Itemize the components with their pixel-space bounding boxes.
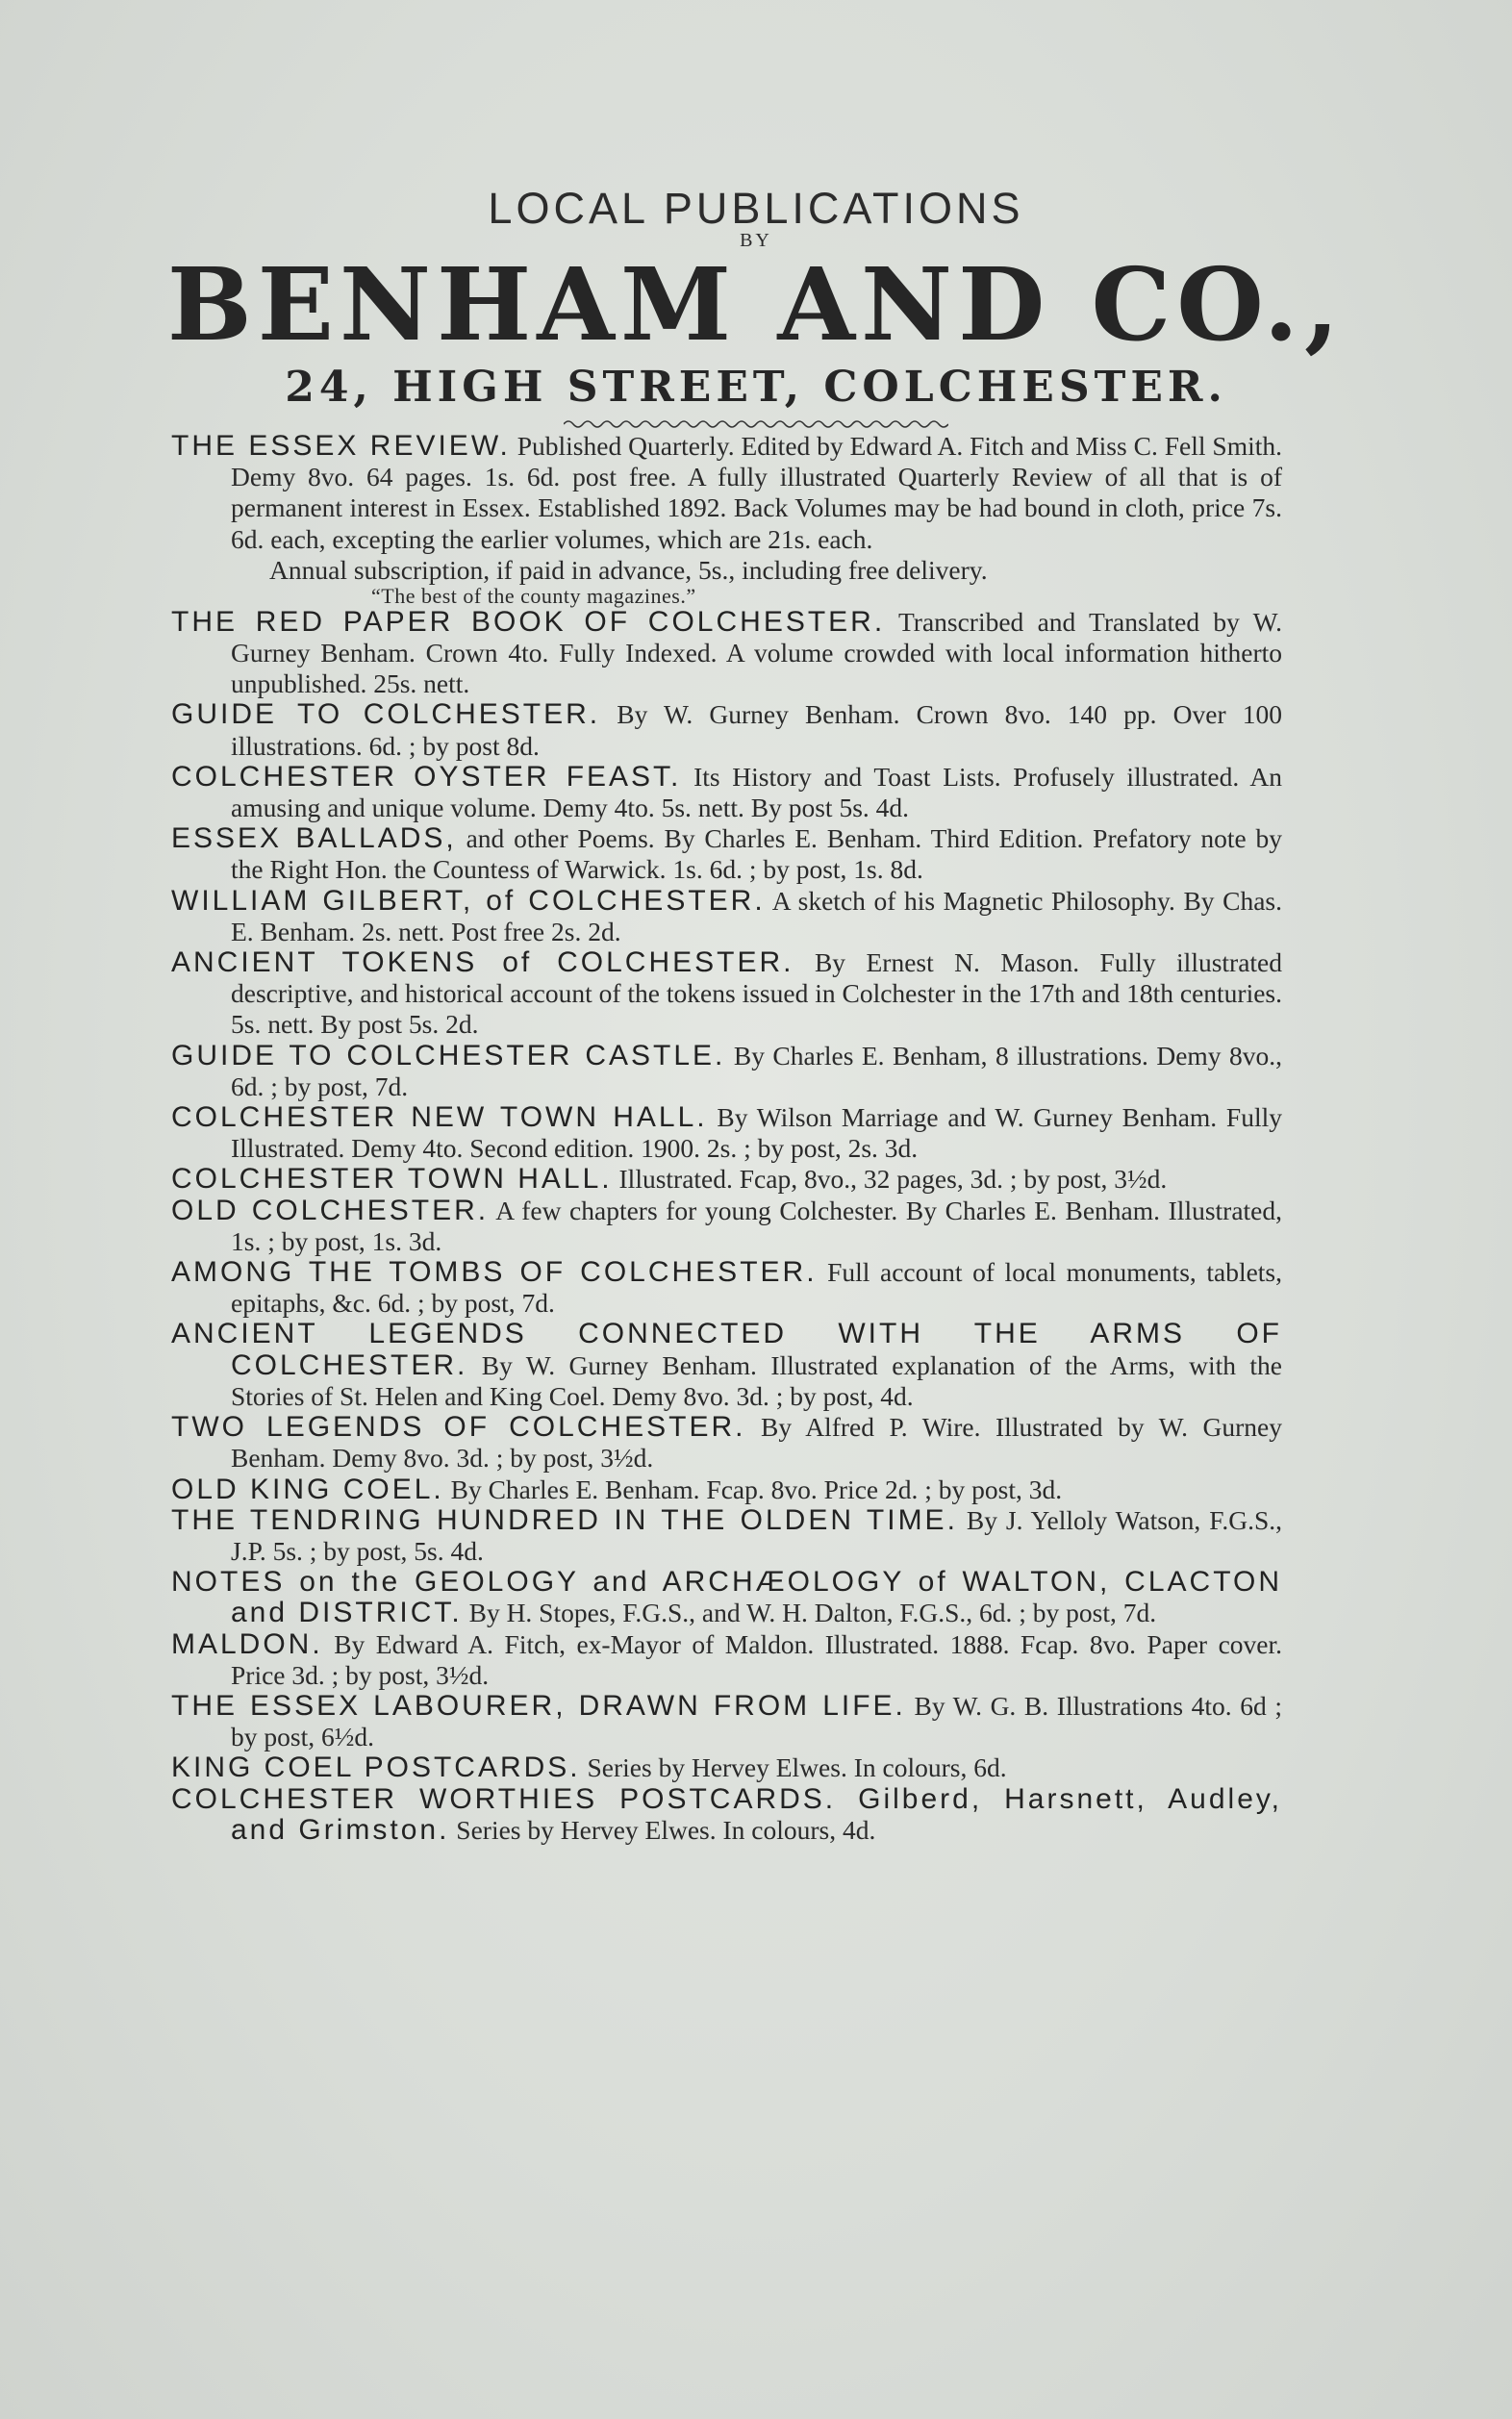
entry-title: KING COEL POSTCARDS.	[171, 1751, 581, 1784]
list-item	[171, 1257, 1282, 1319]
list-item	[171, 431, 1282, 555]
wavy-rule-ornament	[564, 417, 948, 431]
entry-title: COLCHESTER WORTHIES POSTCARDS. Gilberd, Harsnett, Audley, and Grimston.	[171, 1782, 1282, 1846]
list-item	[171, 1041, 1282, 1102]
entry-text: By W. Gurney Benham. Illustrated explanation of the Arms, with the Stories of St. Helen and King Coel. Demy 8vo. 3d. ; by post, 4d.	[231, 1349, 1283, 1411]
list-item	[171, 1319, 1282, 1412]
list-item	[171, 1505, 1282, 1567]
entry-title: ANCIENT LEGENDS CONNECTED WITH THE ARMS OF COLCHESTER.	[171, 1318, 1282, 1381]
entry-title: COLCHESTER NEW TOWN HALL.	[171, 1101, 708, 1134]
list-item	[171, 1752, 1282, 1783]
entry-title: WILLIAM GILBERT, of COLCHESTER.	[171, 884, 766, 917]
entry-text: By W. G. B. Illustrations 4to. 6d ; by post, 6½d.	[231, 1690, 1282, 1752]
list-item	[171, 886, 1282, 947]
list-item	[171, 1784, 1282, 1846]
entry-title: TWO LEGENDS OF COLCHESTER.	[171, 1411, 746, 1444]
entry-title: THE RED PAPER BOOK OF COLCHESTER.	[171, 605, 886, 638]
entry-title: ANCIENT TOKENS of COLCHESTER.	[171, 946, 794, 979]
list-item	[171, 1196, 1282, 1257]
entry-title: MALDON.	[171, 1627, 323, 1660]
list-item	[171, 947, 1282, 1041]
masthead	[0, 185, 1512, 431]
entry-title: THE TENDRING HUNDRED IN THE OLDEN TIME.	[171, 1503, 958, 1536]
entry-title: AMONG THE TOMBS OF COLCHESTER.	[171, 1256, 818, 1289]
entry-text: Transcribed and Translated by W. Gurney Benham. Crown 4to. Fully Indexed. A volume crowded with local information hitherto unpublished. 25s. nett.	[231, 606, 1282, 699]
entry-title: COLCHESTER OYSTER FEAST.	[171, 760, 682, 793]
entry-text: and other Poems. By Charles E. Benham. Third Edition. Prefatory note by the Right Hon. the Countess of Warwick. 1s. 6d. ; by post, 1s. 8d.	[231, 823, 1282, 885]
entry-title: THE ESSEX REVIEW.	[171, 430, 511, 462]
entry-text: Full account of local monuments, tablets, epitaphs, &c. 6d. ; by post, 7d.	[231, 1257, 1283, 1319]
entry-text: A few chapters for young Colchester. By Charles E. Benham. Illustrated, 1s. ; by post, 1s. 3d.	[231, 1195, 1283, 1256]
publication-list	[171, 431, 1282, 1846]
entry-text: By J. Yelloly Watson, F.G.S., J.P. 5s. ; by post, 5s. 4d.	[231, 1504, 1283, 1566]
list-item	[171, 1567, 1282, 1628]
publisher-address: 24, HIGH STREET, COLCHESTER.	[285, 363, 1227, 412]
entry-title: THE ESSEX LABOURER, DRAWN FROM LIFE.	[171, 1689, 906, 1722]
list-item	[171, 1629, 1282, 1691]
list-item	[171, 1102, 1282, 1164]
entry-text: A sketch of his Magnetic Philosophy. By Chas. E. Benham. 2s. nett. Post free 2s. 2d.	[231, 885, 1283, 946]
publisher-name: BENHAM AND CO.,	[166, 245, 1346, 364]
list-item	[171, 823, 1282, 885]
entry-title: OLD KING COEL.	[171, 1473, 444, 1505]
list-item	[171, 607, 1282, 700]
entry-text: By Charles E. Benham, 8 illustrations. Demy 8vo., 6d. ; by post, 7d.	[231, 1040, 1283, 1101]
list-item	[171, 699, 1282, 761]
entry-text: By Wilson Marriage and W. Gurney Benham. Fully Illustrated. Demy 4to. Second edition. 1900. 2s. ; by post, 2s. 3d.	[231, 1102, 1283, 1164]
header-title: LOCAL PUBLICATIONS	[488, 184, 1024, 233]
entry-title: NOTES on the GEOLOGY and ARCHÆOLOGY of WALTON, CLACTON and DISTRICT.	[171, 1566, 1282, 1629]
entry-text: By Edward A. Fitch, ex-Mayor of Maldon. Illustrated. 1888. Fcap. 8vo. Paper cover. Price 3d. ; by post, 3½d.	[231, 1628, 1283, 1690]
entry-text: By Ernest N. Mason. Fully illustrated descriptive, and historical account of the tokens issued in Colchester in the 17th and 18th centuries. 5s. nett. By post 5s. 2d.	[231, 947, 1283, 1040]
entry-text: Series by Hervey Elwes. In colours, 4d.	[456, 1814, 876, 1845]
subscription-note: Annual subscription, if paid in advance, 5s., including free delivery.	[269, 554, 988, 585]
list-item	[171, 1164, 1282, 1195]
list-item	[171, 762, 1282, 823]
header-by: BY	[740, 230, 772, 251]
entry-text: By W. Gurney Benham. Crown 8vo. 140 pp. Over 100 illustrations. 6d. ; by post 8d.	[231, 699, 1283, 761]
list-item	[171, 1474, 1282, 1505]
entry-text: By H. Stopes, F.G.S., and W. H. Dalton, F.G.S., 6d. ; by post, 7d.	[468, 1598, 1157, 1628]
list-item	[171, 1691, 1282, 1752]
entry-text: Its History and Toast Lists. Profusely illustrated. An amusing and unique volume. Demy 4to. 5s. nett. By post 5s. 4d.	[231, 761, 1283, 823]
entry-text: Illustrated. Fcap, 8vo., 32 pages, 3d. ; by post, 3½d.	[618, 1164, 1168, 1195]
review-quote: “The best of the county magazines.”	[371, 583, 696, 608]
list-item	[171, 1412, 1282, 1474]
entry-text: Series by Hervey Elwes. In colours, 6d.	[587, 1752, 1007, 1783]
entry-title: COLCHESTER TOWN HALL.	[171, 1163, 613, 1196]
entry-title: OLD COLCHESTER.	[171, 1194, 490, 1226]
entry-title: ESSEX BALLADS,	[171, 822, 457, 855]
entry-text: By Alfred P. Wire. Illustrated by W. Gurney Benham. Demy 8vo. 3d. ; by post, 3½d.	[231, 1412, 1283, 1474]
entry-text: By Charles E. Benham. Fcap. 8vo. Price 2d. ; by post, 3d.	[450, 1474, 1063, 1504]
entry-title: GUIDE TO COLCHESTER.	[171, 698, 601, 731]
entry-title: GUIDE TO COLCHESTER CASTLE.	[171, 1039, 726, 1071]
entry-text: Published Quarterly. Edited by Edward A. Fitch and Miss C. Fell Smith. Demy 8vo. 64 pages. 1s. 6d. post free. A fully illustrated Quarterly Review of all that is of permanent interest in Essex. Established 1892. Back Volumes may be had bound in cloth, price 7s. 6d. each, excepting the earlier volumes, which are 21s. each.	[231, 431, 1282, 554]
